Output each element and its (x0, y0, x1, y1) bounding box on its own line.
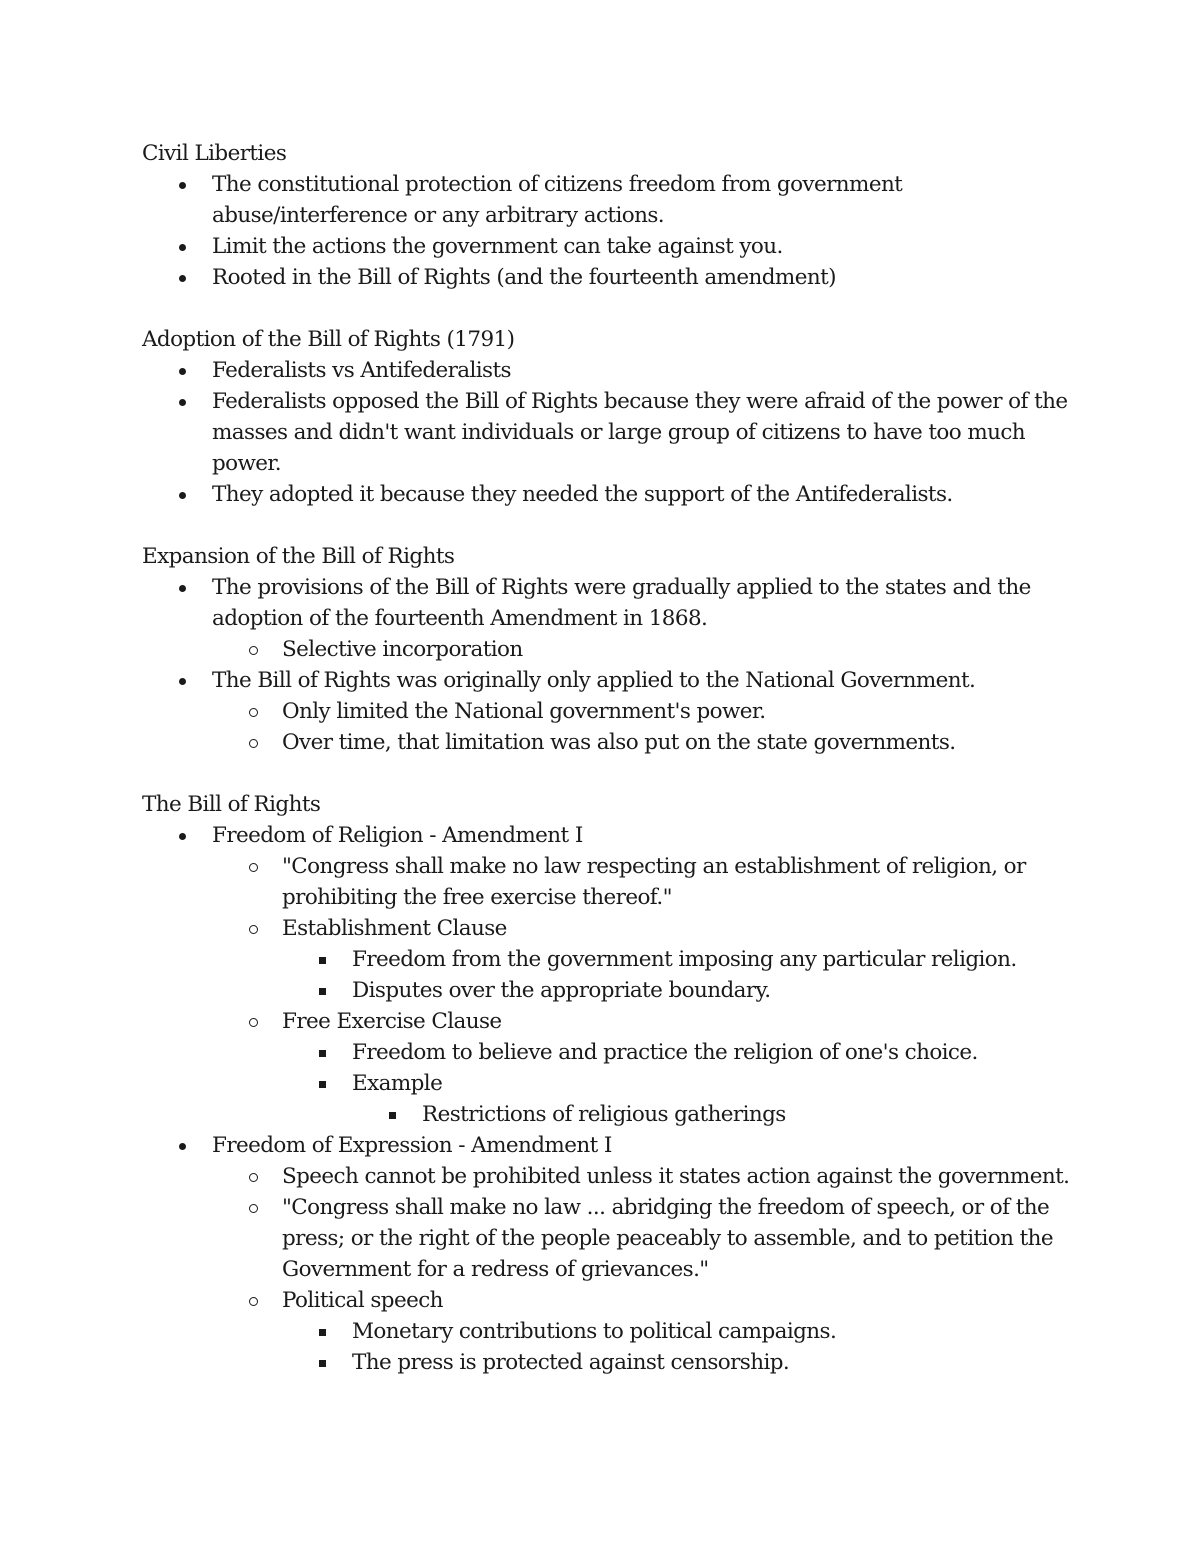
bullet-list (142, 572, 1082, 758)
bullet-circle-icon (249, 851, 261, 882)
sub-sub-sub-list-item: Restrictions of religious gatherings (352, 1099, 1082, 1130)
sub-sub-list-item: Freedom from the government imposing any particular religion. (282, 944, 1082, 975)
bullet-square-icon (319, 1347, 331, 1378)
bullet-square-icon (319, 944, 331, 975)
list-item: The Bill of Rights was originally only applied to the National Government. Only limited the National government's power. Over time, that limitation was also put on the state governments. (142, 665, 1082, 758)
sub-list-item: "Congress shall make no law respecting an establishment of religion, or prohibiting the free exercise thereof." (212, 851, 1082, 913)
bullet-circle-icon (249, 634, 261, 665)
bullet-circle-icon (249, 913, 261, 944)
sub-sub-list (282, 1316, 1082, 1378)
section-heading: The Bill of Rights (142, 792, 321, 817)
bullet-disc-icon (179, 169, 191, 200)
bullet-square-icon (319, 1316, 331, 1347)
sub-list-item: Only limited the National government's power. (212, 696, 1082, 727)
bullet-disc-icon (179, 665, 191, 696)
bullet-disc-icon (179, 355, 191, 386)
sub-sub-list (282, 944, 1082, 1006)
list-item: The constitutional protection of citizens freedom from government abuse/interference or any arbitrary actions. (142, 169, 1082, 231)
bullet-circle-icon (249, 1006, 261, 1037)
section-expansion (142, 541, 1082, 758)
sub-sub-list (282, 1037, 1082, 1130)
document-page (142, 138, 1082, 1409)
bullet-list (142, 355, 1082, 510)
sub-list-item: Free Exercise Clause Freedom to believe and practice the religion of one's choice. Example Restrictions of religious gatherings (212, 1006, 1082, 1130)
sub-list (212, 1161, 1082, 1378)
sub-sub-list-item: Freedom to believe and practice the religion of one's choice. (282, 1037, 1082, 1068)
sub-sub-sub-list (352, 1099, 1082, 1130)
sub-list-item: Selective incorporation (212, 634, 1082, 665)
bullet-square-icon (319, 1037, 331, 1068)
bullet-square-icon (319, 1068, 331, 1099)
bullet-list (142, 820, 1082, 1378)
list-item: Limit the actions the government can take against you. (142, 231, 1082, 262)
section-heading: Civil Liberties (142, 141, 287, 166)
sub-sub-list-item: Example Restrictions of religious gatherings (282, 1068, 1082, 1130)
bullet-square-icon (319, 975, 331, 1006)
sub-list-item: Over time, that limitation was also put on the state governments. (212, 727, 1082, 758)
sub-sub-list-item: Disputes over the appropriate boundary. (282, 975, 1082, 1006)
list-item-expression: Freedom of Expression - Amendment I Speech cannot be prohibited unless it states action against the government. "Congress shall make no law ... abridging the freedom of speech, or of the press; or the right of the people peaceably to assemble, and to petition the Government for a redress of grievances." Political speech Monetary contributions to political campaigns. The press is protected against censorship. (142, 1130, 1082, 1378)
sub-sub-list-item: Monetary contributions to political campaigns. (282, 1316, 1082, 1347)
list-item: The provisions of the Bill of Rights were gradually applied to the states and the adoption of the fourteenth Amendment in 1868. Selective incorporation (142, 572, 1082, 665)
bullet-disc-icon (179, 572, 191, 603)
sub-list (212, 851, 1082, 1130)
bullet-circle-icon (249, 696, 261, 727)
section-bill-of-rights (142, 789, 1082, 1378)
bullet-disc-icon (179, 386, 191, 417)
bullet-circle-icon (249, 727, 261, 758)
sub-sub-list-item: The press is protected against censorship. (282, 1347, 1082, 1378)
sub-list-item: Speech cannot be prohibited unless it states action against the government. (212, 1161, 1082, 1192)
bullet-square-icon (389, 1099, 401, 1130)
bullet-disc-icon (179, 820, 191, 851)
bullet-disc-icon (179, 231, 191, 262)
section-civil-liberties (142, 138, 1082, 293)
sub-list-item: Political speech Monetary contributions to political campaigns. The press is protected against censorship. (212, 1285, 1082, 1378)
bullet-circle-icon (249, 1192, 261, 1223)
sub-list (212, 696, 1082, 758)
list-item: They adopted it because they needed the support of the Antifederalists. (142, 479, 1082, 510)
bullet-circle-icon (249, 1285, 261, 1316)
list-item: Federalists vs Antifederalists (142, 355, 1082, 386)
list-item: Federalists opposed the Bill of Rights because they were afraid of the power of the masses and didn't want individuals or large group of citizens to have too much power. (142, 386, 1082, 479)
section-heading: Expansion of the Bill of Rights (142, 544, 455, 569)
bullet-circle-icon (249, 1161, 261, 1192)
list-item-religion: Freedom of Religion - Amendment I "Congress shall make no law respecting an establishment of religion, or prohibiting the free exercise thereof." Establishment Clause Freedom from the government imposing any particular religion. Disputes over the appropriate boundary. Free Exercise Clause Freedom to believe and practice the religion of one's choice. Example Restrictions of religious gatherings (142, 820, 1082, 1130)
list-item: Rooted in the Bill of Rights (and the fourteenth amendment) (142, 262, 1082, 293)
bullet-list (142, 169, 1082, 293)
section-adoption (142, 324, 1082, 510)
section-heading: Adoption of the Bill of Rights (1791) (142, 327, 515, 352)
bullet-disc-icon (179, 479, 191, 510)
bullet-disc-icon (179, 262, 191, 293)
sub-list (212, 634, 1082, 665)
sub-list-item: "Congress shall make no law ... abridging the freedom of speech, or of the press; or the right of the people peaceably to assemble, and to petition the Government for a redress of grievances." (212, 1192, 1082, 1285)
bullet-disc-icon (179, 1130, 191, 1161)
sub-list-item: Establishment Clause Freedom from the government imposing any particular religion. Disputes over the appropriate boundary. (212, 913, 1082, 1006)
